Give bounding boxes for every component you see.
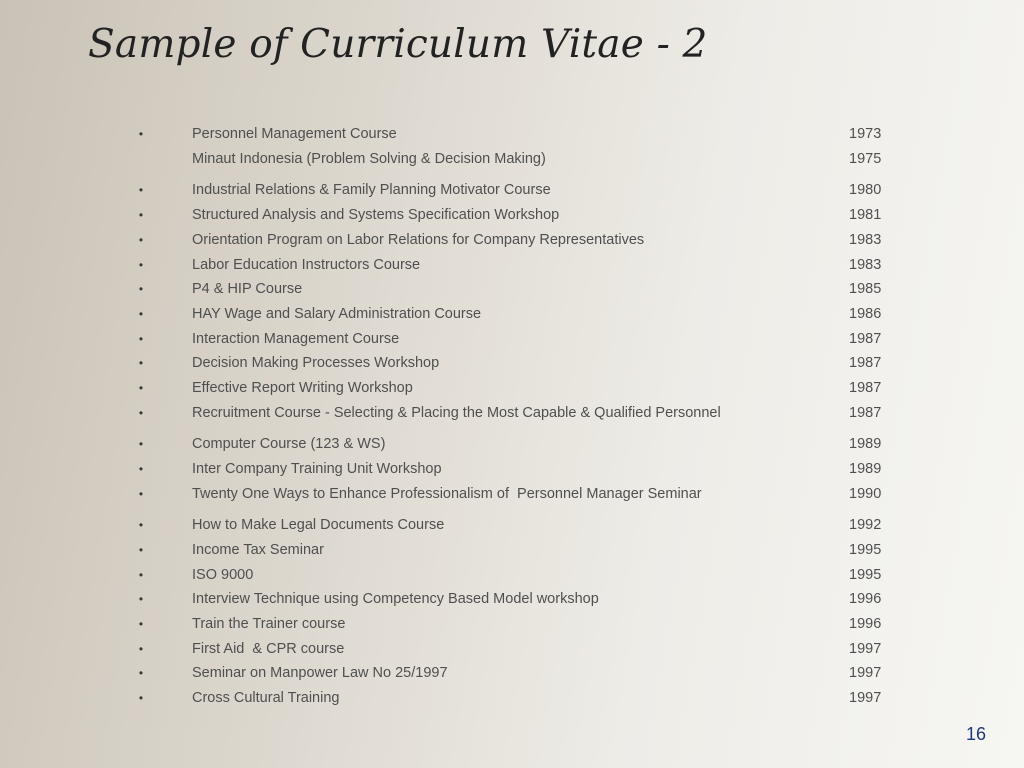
course-row — [0, 303, 1024, 325]
bullet-icon: • — [138, 381, 144, 395]
course-year: 1989 — [849, 461, 882, 477]
course-name: HAY Wage and Salary Administration Course — [192, 306, 482, 322]
course-name: Interview Technique using Competency Based Model workshop — [192, 591, 599, 607]
bullet-icon: • — [138, 487, 144, 501]
course-name: Interaction Management Course — [192, 331, 400, 347]
course-row — [0, 254, 1024, 276]
bullet-icon: • — [138, 258, 144, 272]
course-year: 1996 — [849, 616, 882, 632]
course-row — [0, 539, 1024, 561]
course-row — [0, 179, 1024, 201]
course-row — [0, 148, 1024, 170]
course-name: Effective Report Writing Workshop — [192, 380, 413, 396]
bullet-icon: • — [138, 642, 144, 656]
course-year: 1990 — [849, 486, 882, 502]
course-name: Twenty One Ways to Enhance Professionalism of Personnel Manager Seminar — [192, 486, 702, 502]
course-row — [0, 588, 1024, 610]
course-row — [0, 204, 1024, 226]
course-year: 1997 — [849, 641, 882, 657]
course-row — [0, 458, 1024, 480]
course-row — [0, 123, 1024, 145]
course-name: Recruitment Course - Selecting & Placing the Most Capable & Qualified Personnel — [192, 405, 721, 421]
course-name: Personnel Management Course — [192, 126, 397, 142]
bullet-icon: • — [138, 282, 144, 296]
course-year: 1995 — [849, 542, 882, 558]
course-row — [0, 514, 1024, 536]
course-year: 1981 — [849, 207, 882, 223]
bullet-icon: • — [138, 691, 144, 705]
bullet-icon: • — [138, 568, 144, 582]
course-year: 1996 — [849, 591, 882, 607]
course-name: Inter Company Training Unit Workshop — [192, 461, 442, 477]
bullet-icon: • — [138, 307, 144, 321]
course-year: 1987 — [849, 405, 882, 421]
course-year: 1992 — [849, 517, 882, 533]
course-name: How to Make Legal Documents Course — [192, 517, 445, 533]
bullet-icon: • — [138, 208, 144, 222]
bullet-icon: • — [138, 332, 144, 346]
course-name: Orientation Program on Labor Relations for Company Representatives — [192, 232, 645, 248]
bullet-icon: • — [138, 127, 144, 141]
course-year: 1975 — [849, 151, 882, 167]
course-row — [0, 402, 1024, 424]
course-year: 1987 — [849, 380, 882, 396]
bullet-icon: • — [138, 543, 144, 557]
course-row — [0, 687, 1024, 709]
course-row — [0, 638, 1024, 660]
bullet-icon: • — [138, 666, 144, 680]
course-name: ISO 9000 — [192, 567, 254, 583]
course-year: 1997 — [849, 665, 882, 681]
bullet-icon: • — [138, 462, 144, 476]
course-row — [0, 433, 1024, 455]
course-year: 1997 — [849, 690, 882, 706]
course-name: Income Tax Seminar — [192, 542, 324, 558]
course-row — [0, 278, 1024, 300]
course-name: Labor Education Instructors Course — [192, 257, 421, 273]
course-name: Cross Cultural Training — [192, 690, 340, 706]
bullet-icon: • — [138, 183, 144, 197]
course-name: Computer Course (123 & WS) — [192, 436, 386, 452]
bullet-icon: • — [138, 233, 144, 247]
course-row — [0, 352, 1024, 374]
course-year: 1973 — [849, 126, 882, 142]
course-year: 1983 — [849, 232, 882, 248]
bullet-icon: • — [138, 406, 144, 420]
course-name: Decision Making Processes Workshop — [192, 355, 440, 371]
course-row — [0, 229, 1024, 251]
course-year: 1987 — [849, 331, 882, 347]
course-row — [0, 483, 1024, 505]
course-name: First Aid & CPR course — [192, 641, 345, 657]
course-year: 1985 — [849, 281, 882, 297]
course-name: Industrial Relations & Family Planning Motivator Course — [192, 182, 551, 198]
course-name: Structured Analysis and Systems Specification Workshop — [192, 207, 560, 223]
course-year: 1989 — [849, 436, 882, 452]
bullet-icon: • — [138, 437, 144, 451]
course-row — [0, 328, 1024, 350]
course-name: P4 & HIP Course — [192, 281, 303, 297]
slide-title: Sample of Curriculum Vitae - 2 — [88, 22, 708, 67]
course-year: 1986 — [849, 306, 882, 322]
bullet-icon: • — [138, 518, 144, 532]
course-year: 1987 — [849, 355, 882, 371]
page-number: 16 — [966, 724, 987, 744]
course-name: Seminar on Manpower Law No 25/1997 — [192, 665, 448, 681]
course-name: Minaut Indonesia (Problem Solving & Decision Making) — [192, 151, 546, 167]
course-row — [0, 613, 1024, 635]
bullet-icon: • — [138, 356, 144, 370]
course-row — [0, 564, 1024, 586]
course-year: 1983 — [849, 257, 882, 273]
course-name: Train the Trainer course — [192, 616, 346, 632]
course-year: 1995 — [849, 567, 882, 583]
course-row — [0, 662, 1024, 684]
bullet-icon: • — [138, 617, 144, 631]
course-year: 1980 — [849, 182, 882, 198]
course-row — [0, 377, 1024, 399]
bullet-icon: • — [138, 592, 144, 606]
